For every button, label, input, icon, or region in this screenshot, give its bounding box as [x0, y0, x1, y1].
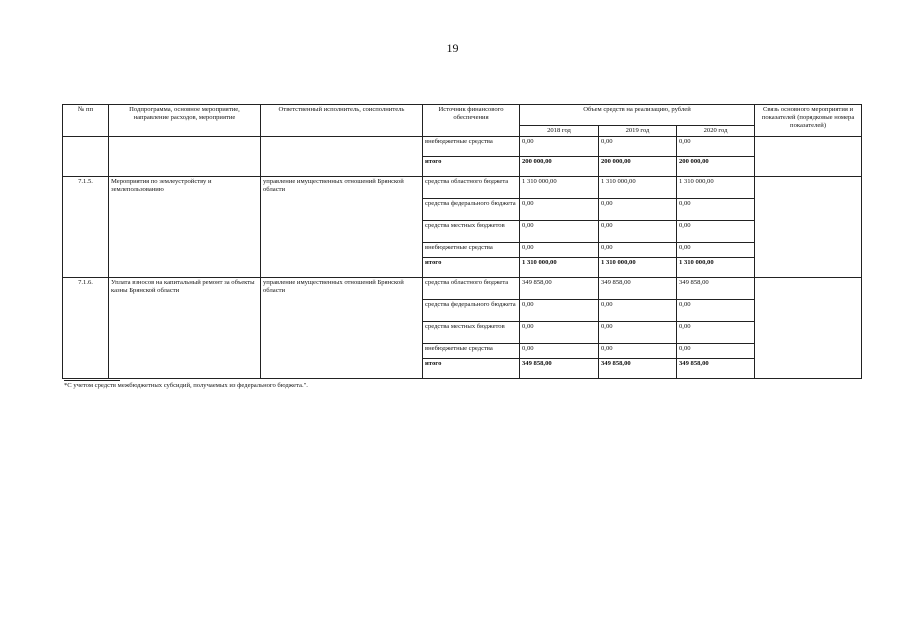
link-cell — [755, 137, 862, 177]
value-2018: 0,00 — [520, 243, 599, 258]
table-row — [63, 177, 862, 199]
table-row — [63, 137, 862, 157]
source-cell: внебюджетные средства — [423, 344, 520, 359]
source-cell: средства областного бюджета — [423, 177, 520, 199]
header-year-2018: 2018 год — [520, 126, 599, 137]
footnote: *С учетом средств межбюджетных субсидий, получаемых из федерального бюджета.". — [64, 382, 308, 389]
num-cell — [63, 137, 109, 177]
source-cell: средства местных бюджетов — [423, 221, 520, 243]
header-executor: Ответственный исполнитель, соисполнитель — [261, 105, 423, 137]
executor-cell — [261, 137, 423, 177]
program-cell — [109, 137, 261, 177]
value-2019: 0,00 — [599, 322, 677, 344]
source-cell: средства местных бюджетов — [423, 322, 520, 344]
source-cell: средства областного бюджета — [423, 278, 520, 300]
value-2019: 0,00 — [599, 243, 677, 258]
value-2020: 1 310 000,00 — [677, 258, 755, 278]
value-2018: 200 000,00 — [520, 157, 599, 177]
header-row — [63, 105, 862, 126]
value-2020: 1 310 000,00 — [677, 177, 755, 199]
value-2020: 0,00 — [677, 199, 755, 221]
source-cell: внебюджетные средства — [423, 137, 520, 157]
header-volume: Объем средств на реализацию, рублей — [520, 105, 755, 126]
value-2018: 349 858,00 — [520, 278, 599, 300]
value-2020: 349 858,00 — [677, 278, 755, 300]
source-cell: итого — [423, 157, 520, 177]
budget-table — [62, 104, 862, 379]
table-row — [63, 278, 862, 300]
value-2019: 0,00 — [599, 300, 677, 322]
item-number: 7.1.6. — [63, 278, 109, 379]
value-2019: 0,00 — [599, 221, 677, 243]
source-cell: средства федерального бюджета — [423, 300, 520, 322]
value-2020: 0,00 — [677, 344, 755, 359]
source-cell: внебюджетные средства — [423, 243, 520, 258]
value-2018: 0,00 — [520, 137, 599, 157]
link-cell — [755, 278, 862, 379]
value-2019: 1 310 000,00 — [599, 258, 677, 278]
program-cell: Уплата взносов на капитальный ремонт за объекты казны Брянской области — [109, 278, 261, 379]
value-2019: 200 000,00 — [599, 157, 677, 177]
source-cell: итого — [423, 359, 520, 379]
footnote-divider — [64, 380, 120, 381]
value-2018: 0,00 — [520, 322, 599, 344]
header-source: Источник финансового обеспечения — [423, 105, 520, 137]
value-2020: 0,00 — [677, 322, 755, 344]
link-cell — [755, 177, 862, 278]
value-2019: 0,00 — [599, 137, 677, 157]
value-2018: 1 310 000,00 — [520, 177, 599, 199]
executor-cell: управление имущественных отношений Брянской области — [261, 177, 423, 278]
value-2019: 349 858,00 — [599, 278, 677, 300]
source-cell: средства федерального бюджета — [423, 199, 520, 221]
value-2019: 1 310 000,00 — [599, 177, 677, 199]
source-cell: итого — [423, 258, 520, 278]
value-2019: 349 858,00 — [599, 359, 677, 379]
value-2020: 0,00 — [677, 221, 755, 243]
value-2020: 349 858,00 — [677, 359, 755, 379]
value-2018: 0,00 — [520, 300, 599, 322]
value-2019: 0,00 — [599, 344, 677, 359]
value-2020: 0,00 — [677, 300, 755, 322]
header-program: Подпрограмма, основное мероприятие, направление расходов, мероприятие — [109, 105, 261, 137]
value-2018: 0,00 — [520, 199, 599, 221]
item-number: 7.1.5. — [63, 177, 109, 278]
value-2019: 0,00 — [599, 199, 677, 221]
program-cell: Мероприятия по землеустройству и землепользованию — [109, 177, 261, 278]
header-year-2019: 2019 год — [599, 126, 677, 137]
value-2018: 349 858,00 — [520, 359, 599, 379]
page-number: 19 — [446, 41, 459, 55]
header-year-2020: 2020 год — [677, 126, 755, 137]
value-2018: 0,00 — [520, 221, 599, 243]
executor-cell: управление имущественных отношений Брянской области — [261, 278, 423, 379]
value-2020: 0,00 — [677, 243, 755, 258]
value-2020: 0,00 — [677, 137, 755, 157]
header-link: Связь основного мероприятия и показателей (порядковые номера показателей) — [755, 105, 862, 137]
value-2018: 0,00 — [520, 344, 599, 359]
header-num: № пп — [63, 105, 109, 137]
value-2018: 1 310 000,00 — [520, 258, 599, 278]
value-2020: 200 000,00 — [677, 157, 755, 177]
